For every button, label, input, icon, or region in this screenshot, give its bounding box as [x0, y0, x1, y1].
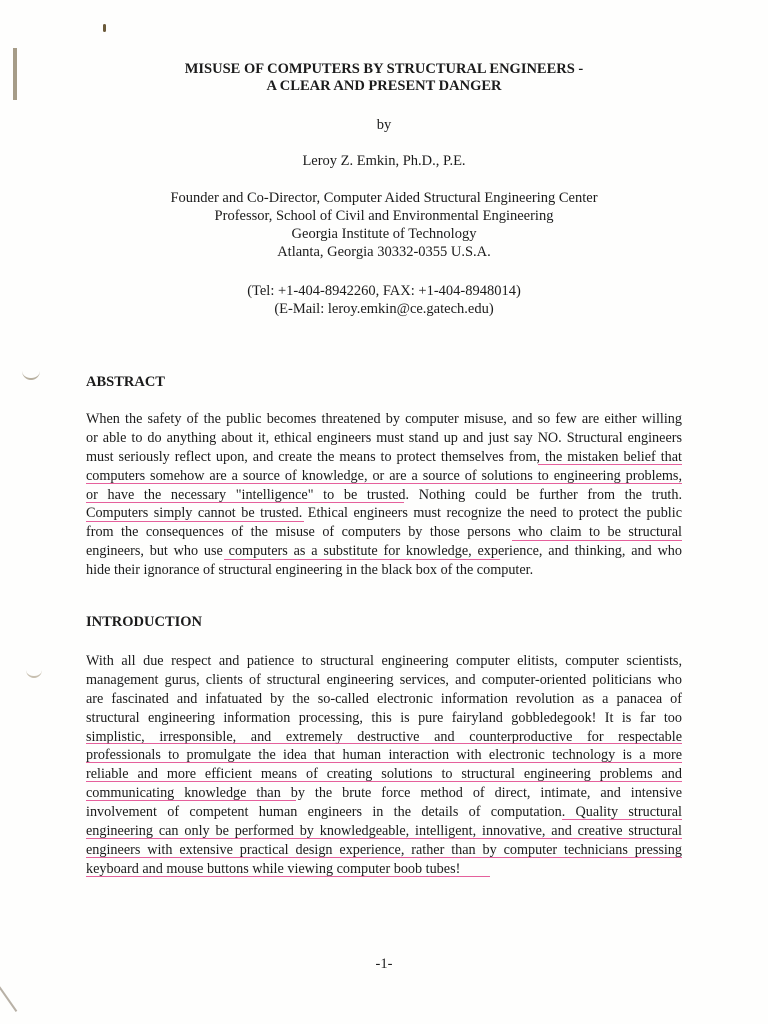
abstract-line: or have the necessary "intelligence" to be trusted. Nothing could be further from the truth. — [86, 486, 682, 503]
scan-artifact-dot — [103, 24, 106, 32]
introduction-line: keyboard and mouse buttons while viewing computer boob tubes! — [86, 860, 461, 877]
abstract-line: When the safety of the public becomes threatened by computer misuse, and so few are either willing — [86, 411, 682, 427]
abstract-line: computers somehow are a source of knowledge, or are a source of solutions to engineering problems, — [86, 467, 682, 484]
highlight-underline — [538, 464, 682, 465]
introduction-line: management gurus, clients of structural engineering services, and computer-oriented politicians who — [86, 671, 682, 688]
introduction-heading: INTRODUCTION — [86, 614, 203, 630]
abstract-line: must seriously reflect upon, and create the means to protect themselves from, the mistaken belief that — [86, 448, 682, 465]
highlight-underline — [86, 781, 682, 782]
scan-artifact-diagonal — [0, 978, 17, 1012]
highlight-underline — [86, 743, 682, 744]
page-number: -1- — [375, 956, 393, 972]
affiliation-line-1: Founder and Co-Director, Computer Aided Structural Engineering Center — [170, 190, 598, 206]
highlight-underline — [224, 559, 500, 560]
abstract-line: from the consequences of the misuse of computers by those persons who claim to be structural — [86, 524, 682, 541]
abstract-line: Computers simply cannot be trusted. Ethical engineers must recognize the need to protect the public — [86, 505, 682, 522]
abstract-line: hide their ignorance of structural engineering in the black box of the computer. — [86, 562, 534, 579]
highlight-underline — [512, 540, 682, 541]
author-name: Leroy Z. Emkin, Ph.D., P.E. — [302, 153, 466, 169]
paper-title-line-1: MISUSE OF COMPUTERS BY STRUCTURAL ENGINEERS - — [184, 61, 584, 77]
abstract-paragraph — [86, 410, 682, 580]
introduction-line: involvement of competent human engineers in the details of computation. Quality structural — [86, 804, 682, 821]
highlight-underline — [86, 483, 682, 484]
affiliation-line-2: Professor, School of Civil and Environmental Engineering — [214, 208, 554, 224]
highlight-underline — [86, 800, 296, 801]
introduction-line: With all due respect and patience to structural engineering computer elitists, computer scientists, — [86, 653, 682, 669]
byline-by: by — [376, 117, 392, 133]
scan-artifact-curl — [22, 368, 40, 380]
introduction-line: engineering can only be performed by knowledgeable, intelligent, innovative, and creative structural — [86, 823, 682, 840]
highlight-underline — [86, 762, 682, 763]
introduction-line: simplistic, irresponsible, and extremely destructive and counterproductive for respectable — [86, 728, 682, 745]
scan-artifact-curl — [26, 668, 42, 678]
introduction-line: reliable and more efficient means of creating solutions to structural engineering problems and — [86, 766, 682, 783]
highlight-underline — [86, 521, 304, 522]
highlight-underline — [86, 502, 404, 503]
highlight-underline — [562, 819, 682, 820]
abstract-heading: ABSTRACT — [86, 374, 165, 390]
highlight-underline — [86, 838, 682, 839]
introduction-line: engineers with extensive practical design experience, rather than by computer technicians pressing — [86, 841, 682, 858]
introduction-paragraph — [86, 652, 682, 879]
introduction-line: structural engineering information processing, this is pure fairyland gobbledegook! It is far too — [86, 709, 682, 726]
contact-email: (E-Mail: leroy.emkin@ce.gatech.edu) — [274, 301, 494, 317]
introduction-line: professionals to promulgate the idea that human interaction with electronic technology is a more — [86, 747, 682, 764]
abstract-line: engineers, but who use computers as a substitute for knowledge, experience, and thinking, and who — [86, 543, 682, 560]
highlight-underline — [86, 876, 490, 877]
introduction-line: are fascinated and infatuated by the so-called electronic information revolution as a panacea of — [86, 690, 682, 707]
highlight-underline — [86, 857, 682, 858]
abstract-line: or able to do anything about it, ethical engineers must stand up and just say NO. Structural engineers — [86, 429, 682, 446]
introduction-line: communicating knowledge than by the brute force method of direct, intimate, and intensive — [86, 785, 682, 802]
paper-title-line-2: A CLEAR AND PRESENT DANGER — [266, 78, 502, 94]
contact-phone-fax: (Tel: +1-404-8942260, FAX: +1-404-8948014) — [247, 283, 521, 299]
affiliation-line-3: Georgia Institute of Technology — [291, 226, 477, 242]
affiliation-line-4: Atlanta, Georgia 30332-0355 U.S.A. — [277, 244, 491, 260]
